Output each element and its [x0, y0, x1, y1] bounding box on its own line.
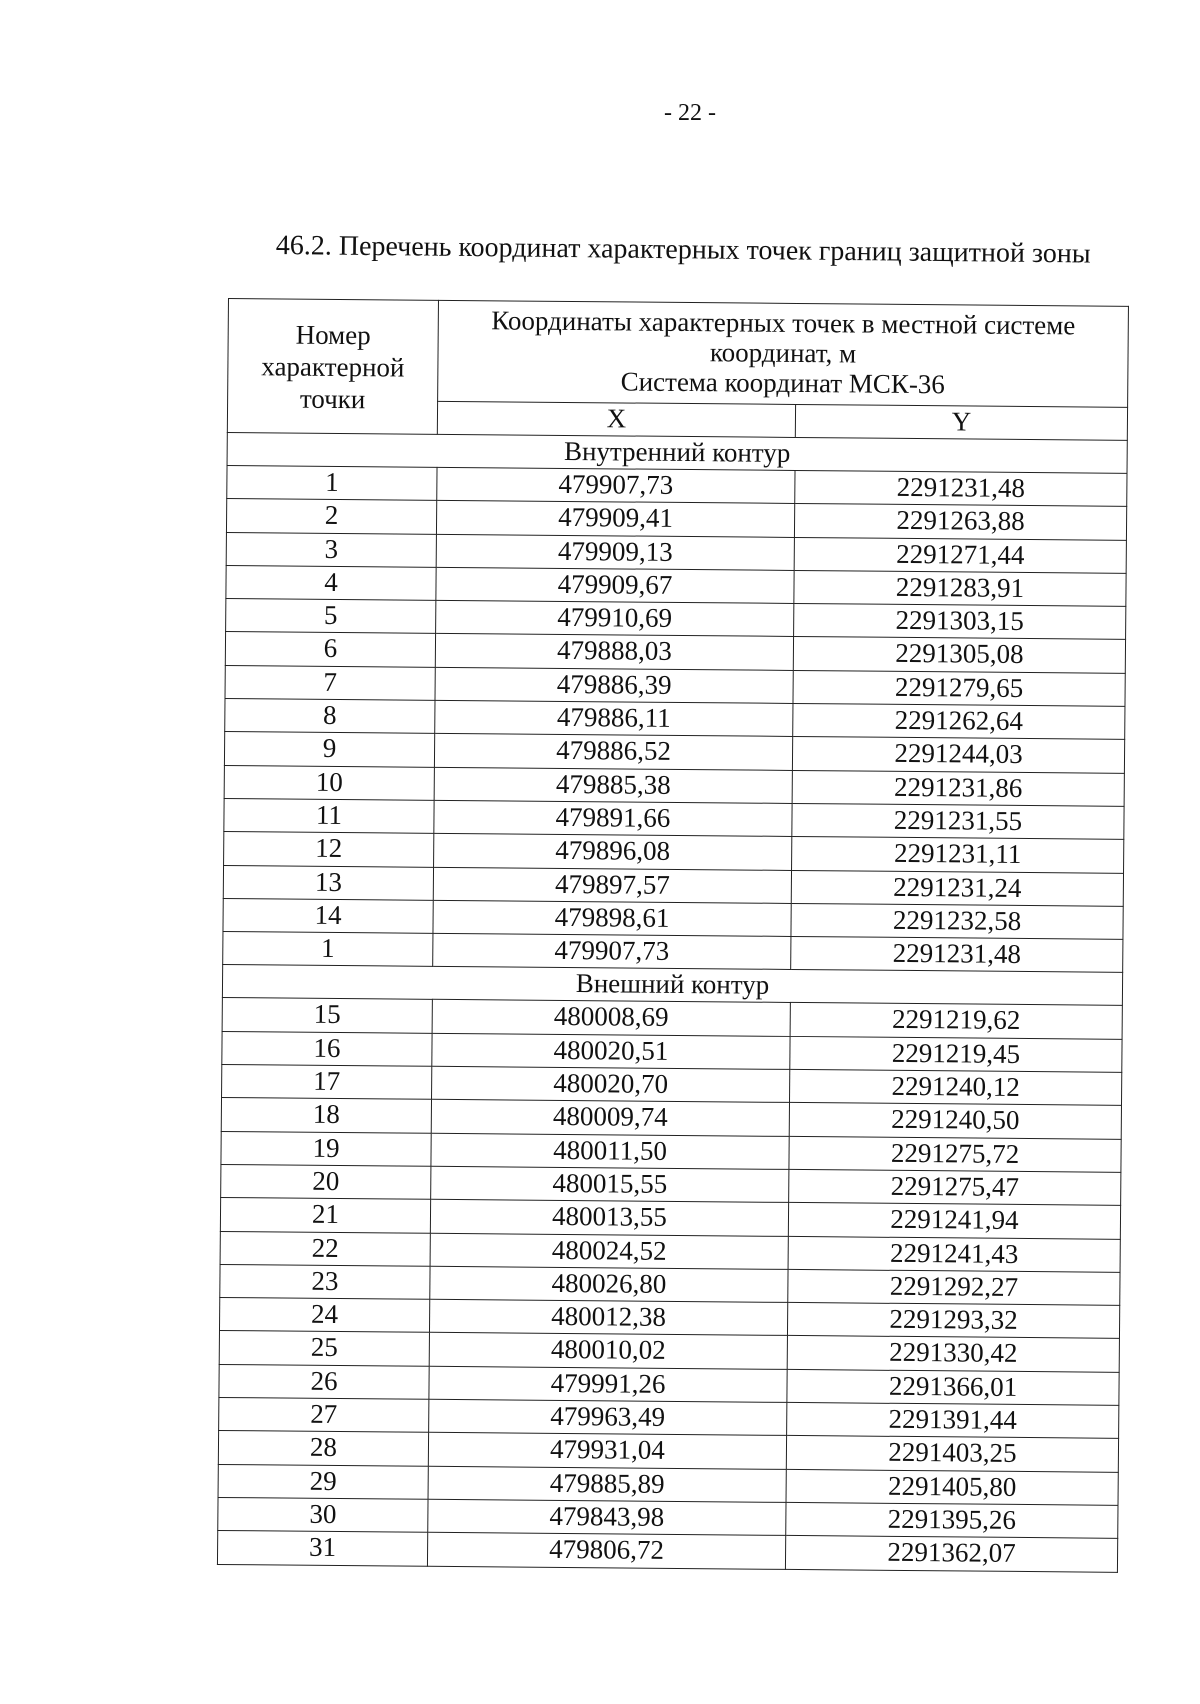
y-coordinate-cell: 2291241,43	[788, 1236, 1120, 1272]
y-coordinate-cell: 2291271,44	[794, 537, 1126, 573]
y-coordinate-cell: 2291305,08	[793, 637, 1125, 673]
point-number-header-line: характерной	[261, 350, 405, 383]
y-coordinate-cell: 2291405,80	[786, 1469, 1118, 1505]
point-number-cell: 28	[218, 1431, 428, 1466]
x-coordinate-cell: 480013,55	[430, 1200, 788, 1236]
y-coordinate-cell: 2291240,12	[789, 1069, 1121, 1105]
x-coordinate-cell: 480012,38	[429, 1299, 787, 1335]
x-coordinate-cell: 480011,50	[431, 1133, 789, 1169]
y-coordinate-cell: 2291232,58	[791, 903, 1123, 939]
point-number-cell: 17	[222, 1065, 432, 1100]
point-number-cell: 11	[224, 798, 434, 833]
point-number-cell: 8	[225, 699, 435, 734]
point-number-cell: 1	[223, 932, 433, 967]
y-coordinate-cell: 2291395,26	[786, 1502, 1118, 1538]
x-coordinate-cell: 479885,89	[428, 1466, 786, 1502]
y-coordinate-cell: 2291330,42	[787, 1336, 1119, 1372]
y-coordinate-cell: 2291244,03	[792, 737, 1124, 773]
y-coordinate-cell: 2291292,27	[788, 1269, 1120, 1305]
y-coordinate-cell: 2291263,88	[794, 504, 1126, 540]
point-number-cell: 12	[224, 832, 434, 867]
point-number-cell: 25	[219, 1331, 429, 1366]
point-number-cell: 10	[224, 765, 434, 800]
y-coordinate-cell: 2291293,32	[787, 1303, 1119, 1339]
point-number-cell: 16	[222, 1031, 432, 1066]
x-coordinate-cell: 480008,69	[432, 1000, 790, 1036]
coordinates-header-line: Координаты характерных точек в местной системе	[491, 305, 1076, 341]
x-coordinate-cell: 479891,66	[434, 800, 792, 836]
y-coordinate-cell: 2291241,94	[788, 1203, 1120, 1239]
y-coordinate-cell: 2291303,15	[794, 604, 1126, 640]
x-coordinate-cell: 479907,73	[433, 933, 791, 969]
coordinate-system-label: Система координат МСК-36	[620, 366, 946, 400]
point-number-cell: 21	[220, 1198, 430, 1233]
x-coordinate-cell: 479963,49	[429, 1399, 787, 1435]
x-coordinate-cell: 480015,55	[431, 1166, 789, 1202]
section-title: Внешний контур	[222, 965, 1122, 1006]
x-coordinate-cell: 479886,11	[435, 700, 793, 736]
point-number-cell: 19	[221, 1131, 431, 1166]
point-number-header-line: Номер	[295, 319, 371, 350]
point-number-cell: 13	[223, 865, 433, 900]
x-coordinate-cell: 480024,52	[430, 1233, 788, 1269]
x-coordinate-cell: 479888,03	[435, 634, 793, 670]
x-coordinate-cell: 480020,70	[432, 1066, 790, 1102]
point-number-cell: 24	[219, 1298, 429, 1333]
y-coordinate-cell: 2291275,72	[789, 1136, 1121, 1172]
y-coordinate-cell: 2291231,24	[791, 870, 1123, 906]
x-coordinate-cell: 479806,72	[427, 1532, 785, 1568]
x-coordinate-cell: 480010,02	[429, 1333, 787, 1369]
point-number-cell: 5	[226, 599, 436, 634]
x-coordinate-cell: 479909,41	[436, 501, 794, 537]
point-number-cell: 9	[224, 732, 434, 767]
x-coordinate-cell: 479843,98	[428, 1499, 786, 1535]
y-coordinate-cell: 2291240,50	[789, 1103, 1121, 1139]
point-number-cell: 30	[218, 1497, 428, 1532]
y-coordinate-cell: 2291231,48	[791, 937, 1123, 973]
y-coordinate-cell: 2291403,25	[786, 1436, 1118, 1472]
point-number-cell: 3	[226, 532, 436, 567]
y-coordinate-cell: 2291219,62	[790, 1003, 1122, 1039]
point-number-cell: 23	[220, 1264, 430, 1299]
x-coordinate-cell: 480020,51	[432, 1033, 790, 1069]
x-coordinate-cell: 479897,57	[433, 867, 791, 903]
x-column-header: X	[437, 401, 795, 437]
x-coordinate-cell: 480009,74	[431, 1100, 789, 1136]
y-coordinate-cell: 2291262,64	[793, 704, 1125, 740]
x-coordinate-cell: 479885,38	[434, 767, 792, 803]
y-coordinate-cell: 2291366,01	[787, 1369, 1119, 1405]
y-coordinate-cell: 2291231,86	[792, 770, 1124, 806]
point-number-cell: 7	[225, 665, 435, 700]
point-number-cell: 31	[217, 1531, 427, 1566]
y-coordinate-cell: 2291279,65	[793, 670, 1125, 706]
point-number-header	[227, 299, 438, 435]
x-coordinate-cell: 479991,26	[429, 1366, 787, 1402]
y-coordinate-cell: 2291219,45	[790, 1036, 1122, 1072]
x-coordinate-cell: 480026,80	[430, 1266, 788, 1302]
x-coordinate-cell: 479907,73	[437, 467, 795, 503]
point-number-cell: 1	[227, 465, 437, 500]
x-coordinate-cell: 479886,39	[435, 667, 793, 703]
x-coordinate-cell: 479898,61	[433, 900, 791, 936]
y-coordinate-cell: 2291231,48	[795, 470, 1127, 506]
table-row	[217, 1531, 1117, 1572]
point-number-cell: 18	[221, 1098, 431, 1133]
x-coordinate-cell: 479931,04	[428, 1433, 786, 1469]
y-coordinate-cell: 2291275,47	[789, 1169, 1121, 1205]
coordinates-table	[217, 298, 1129, 1572]
y-coordinate-cell: 2291231,11	[792, 837, 1124, 873]
y-coordinate-cell: 2291231,55	[792, 803, 1124, 839]
point-number-cell: 14	[223, 898, 433, 933]
coordinates-header-line: координат, м	[709, 337, 857, 369]
point-number-cell: 2	[226, 499, 436, 534]
point-number-cell: 29	[218, 1464, 428, 1499]
coordinates-header	[438, 300, 1129, 407]
point-number-cell: 20	[221, 1164, 431, 1199]
section-title: Внутренний контур	[227, 432, 1127, 473]
x-coordinate-cell: 479909,13	[436, 534, 794, 570]
x-coordinate-cell: 479910,69	[436, 601, 794, 637]
y-coordinate-cell: 2291391,44	[787, 1402, 1119, 1438]
point-number-cell: 22	[220, 1231, 430, 1266]
point-number-cell: 27	[219, 1397, 429, 1432]
y-coordinate-cell: 2291283,91	[794, 570, 1126, 606]
point-number-cell: 6	[225, 632, 435, 667]
point-number-header-line: точки	[299, 383, 366, 414]
page-number: - 22 -	[664, 100, 716, 126]
y-column-header: Y	[795, 404, 1127, 440]
x-coordinate-cell: 479896,08	[434, 834, 792, 870]
point-number-cell: 15	[222, 998, 432, 1033]
table-body	[217, 432, 1127, 1571]
x-coordinate-cell: 479886,52	[434, 734, 792, 770]
y-coordinate-cell: 2291362,07	[785, 1536, 1117, 1572]
point-number-cell: 26	[219, 1364, 429, 1399]
x-coordinate-cell: 479909,67	[436, 567, 794, 603]
page-title: 46.2. Перечень координат характерных точек границ защитной зоны	[275, 230, 1091, 270]
point-number-cell: 4	[226, 565, 436, 600]
